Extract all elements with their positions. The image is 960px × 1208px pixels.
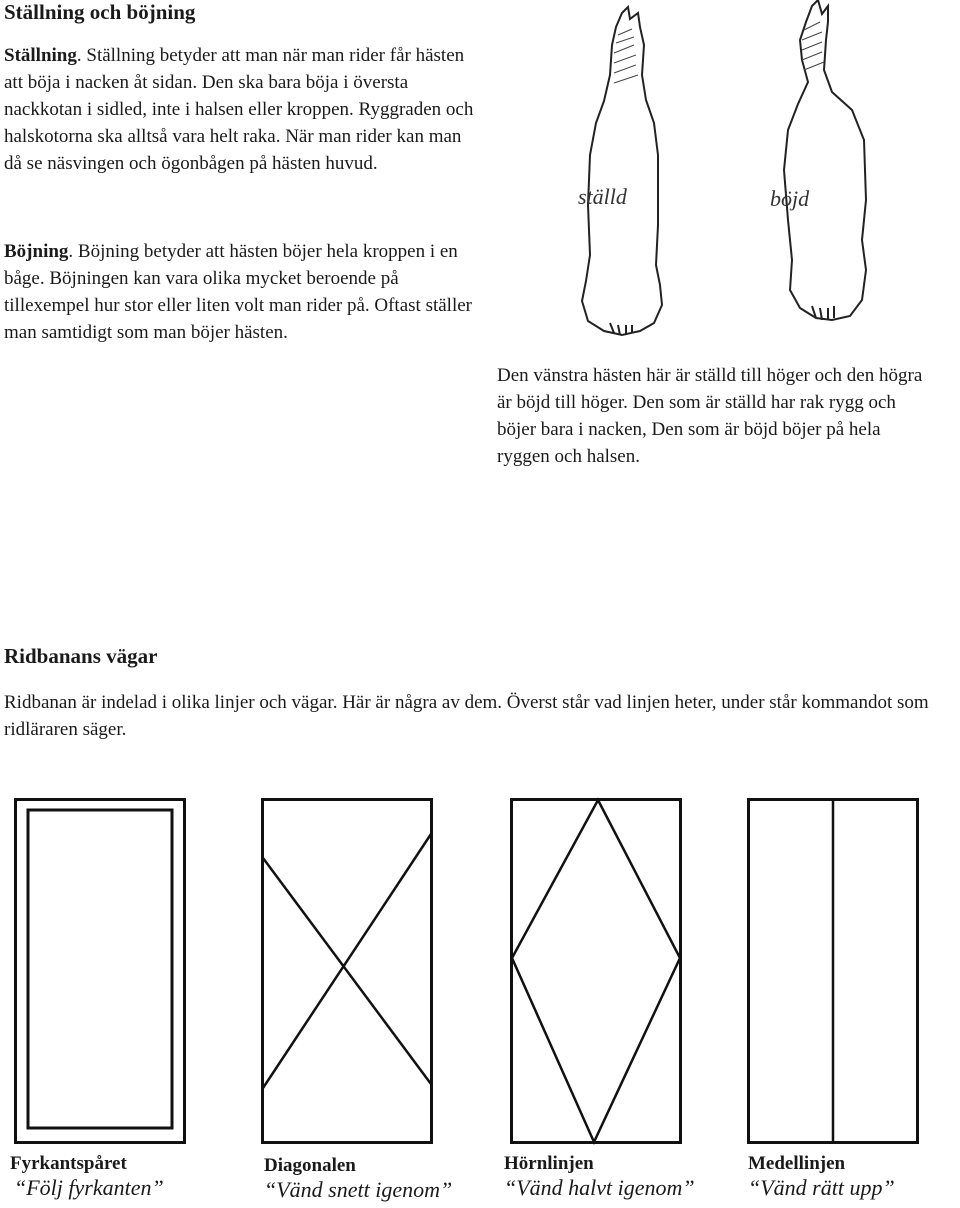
term-stallning: Ställning [4,45,77,66]
caption-diagonalen [264,1155,452,1203]
paragraph-stallning [4,42,474,177]
diagram-diagonalen [261,798,433,1144]
section-title-stallning-bojning: Ställning och böjning [4,0,196,24]
caption-fyrkantsparet [10,1153,164,1201]
horse-caption: Den vänstra hästen här är ställd till höger och den högra är böjd till höger. Den som är ställd har rak rygg och böjer bara i nacken, Den som är böjd böjer på hela ryggen och halsen. [497,365,923,467]
diagram-command: “Vänd snett igenom” [264,1177,453,1202]
text-bojning: . Böjning betyder att hästen böjer hela kroppen i en båge. Böjningen kan vara olika mycket beroende på tillexempel hur stor eller liten volt man rider på. Oftast ställer man samtidigt som man böjer hästen. [4,241,472,343]
label-stalld: ställd [578,184,627,209]
diagram-medellinjen [747,798,919,1144]
diagram-command: “Följ fyrkanten” [14,1175,164,1200]
diagram-name: Diagonalen [264,1155,356,1176]
section-title-ridbanans-vagar: Ridbanans vägar [4,644,158,668]
caption-hornlinjen [504,1153,695,1201]
horse-sketch-right [762,0,882,340]
paragraph-bojning [4,238,474,346]
diagram-command: “Vänd rätt upp” [748,1175,895,1200]
diagram-hornlinjen [510,798,682,1144]
paragraph-ridbanans-vagar: Ridbanan är indelad i olika linjer och vägar. Här är några av dem. Överst står vad linjen heter, under står kommandot som ridläraren säger. [4,692,929,740]
diagram-command: “Vänd halvt igenom” [504,1175,695,1200]
horse-sketch-left [570,5,680,345]
text-stallning: . Ställning betyder att man när man rider får hästen att böja i nacken åt sidan. Den ska bara böja i översta nackkotan i sidled, inte i halsen eller kroppen. Ryggraden och halskotorna ska alltså vara helt raka. När man rider kan man då se näsvingen och ögonbågen på hästen huvud. [4,45,474,174]
caption-medellinjen [748,1153,895,1201]
diagram-name: Medellinjen [748,1153,846,1174]
diagram-fyrkantsparet [14,798,186,1144]
label-bojd: böjd [770,186,810,211]
term-bojning: Böjning [4,241,69,262]
diagram-name: Hörnlinjen [504,1153,594,1174]
diagram-name: Fyrkantspåret [10,1153,127,1174]
